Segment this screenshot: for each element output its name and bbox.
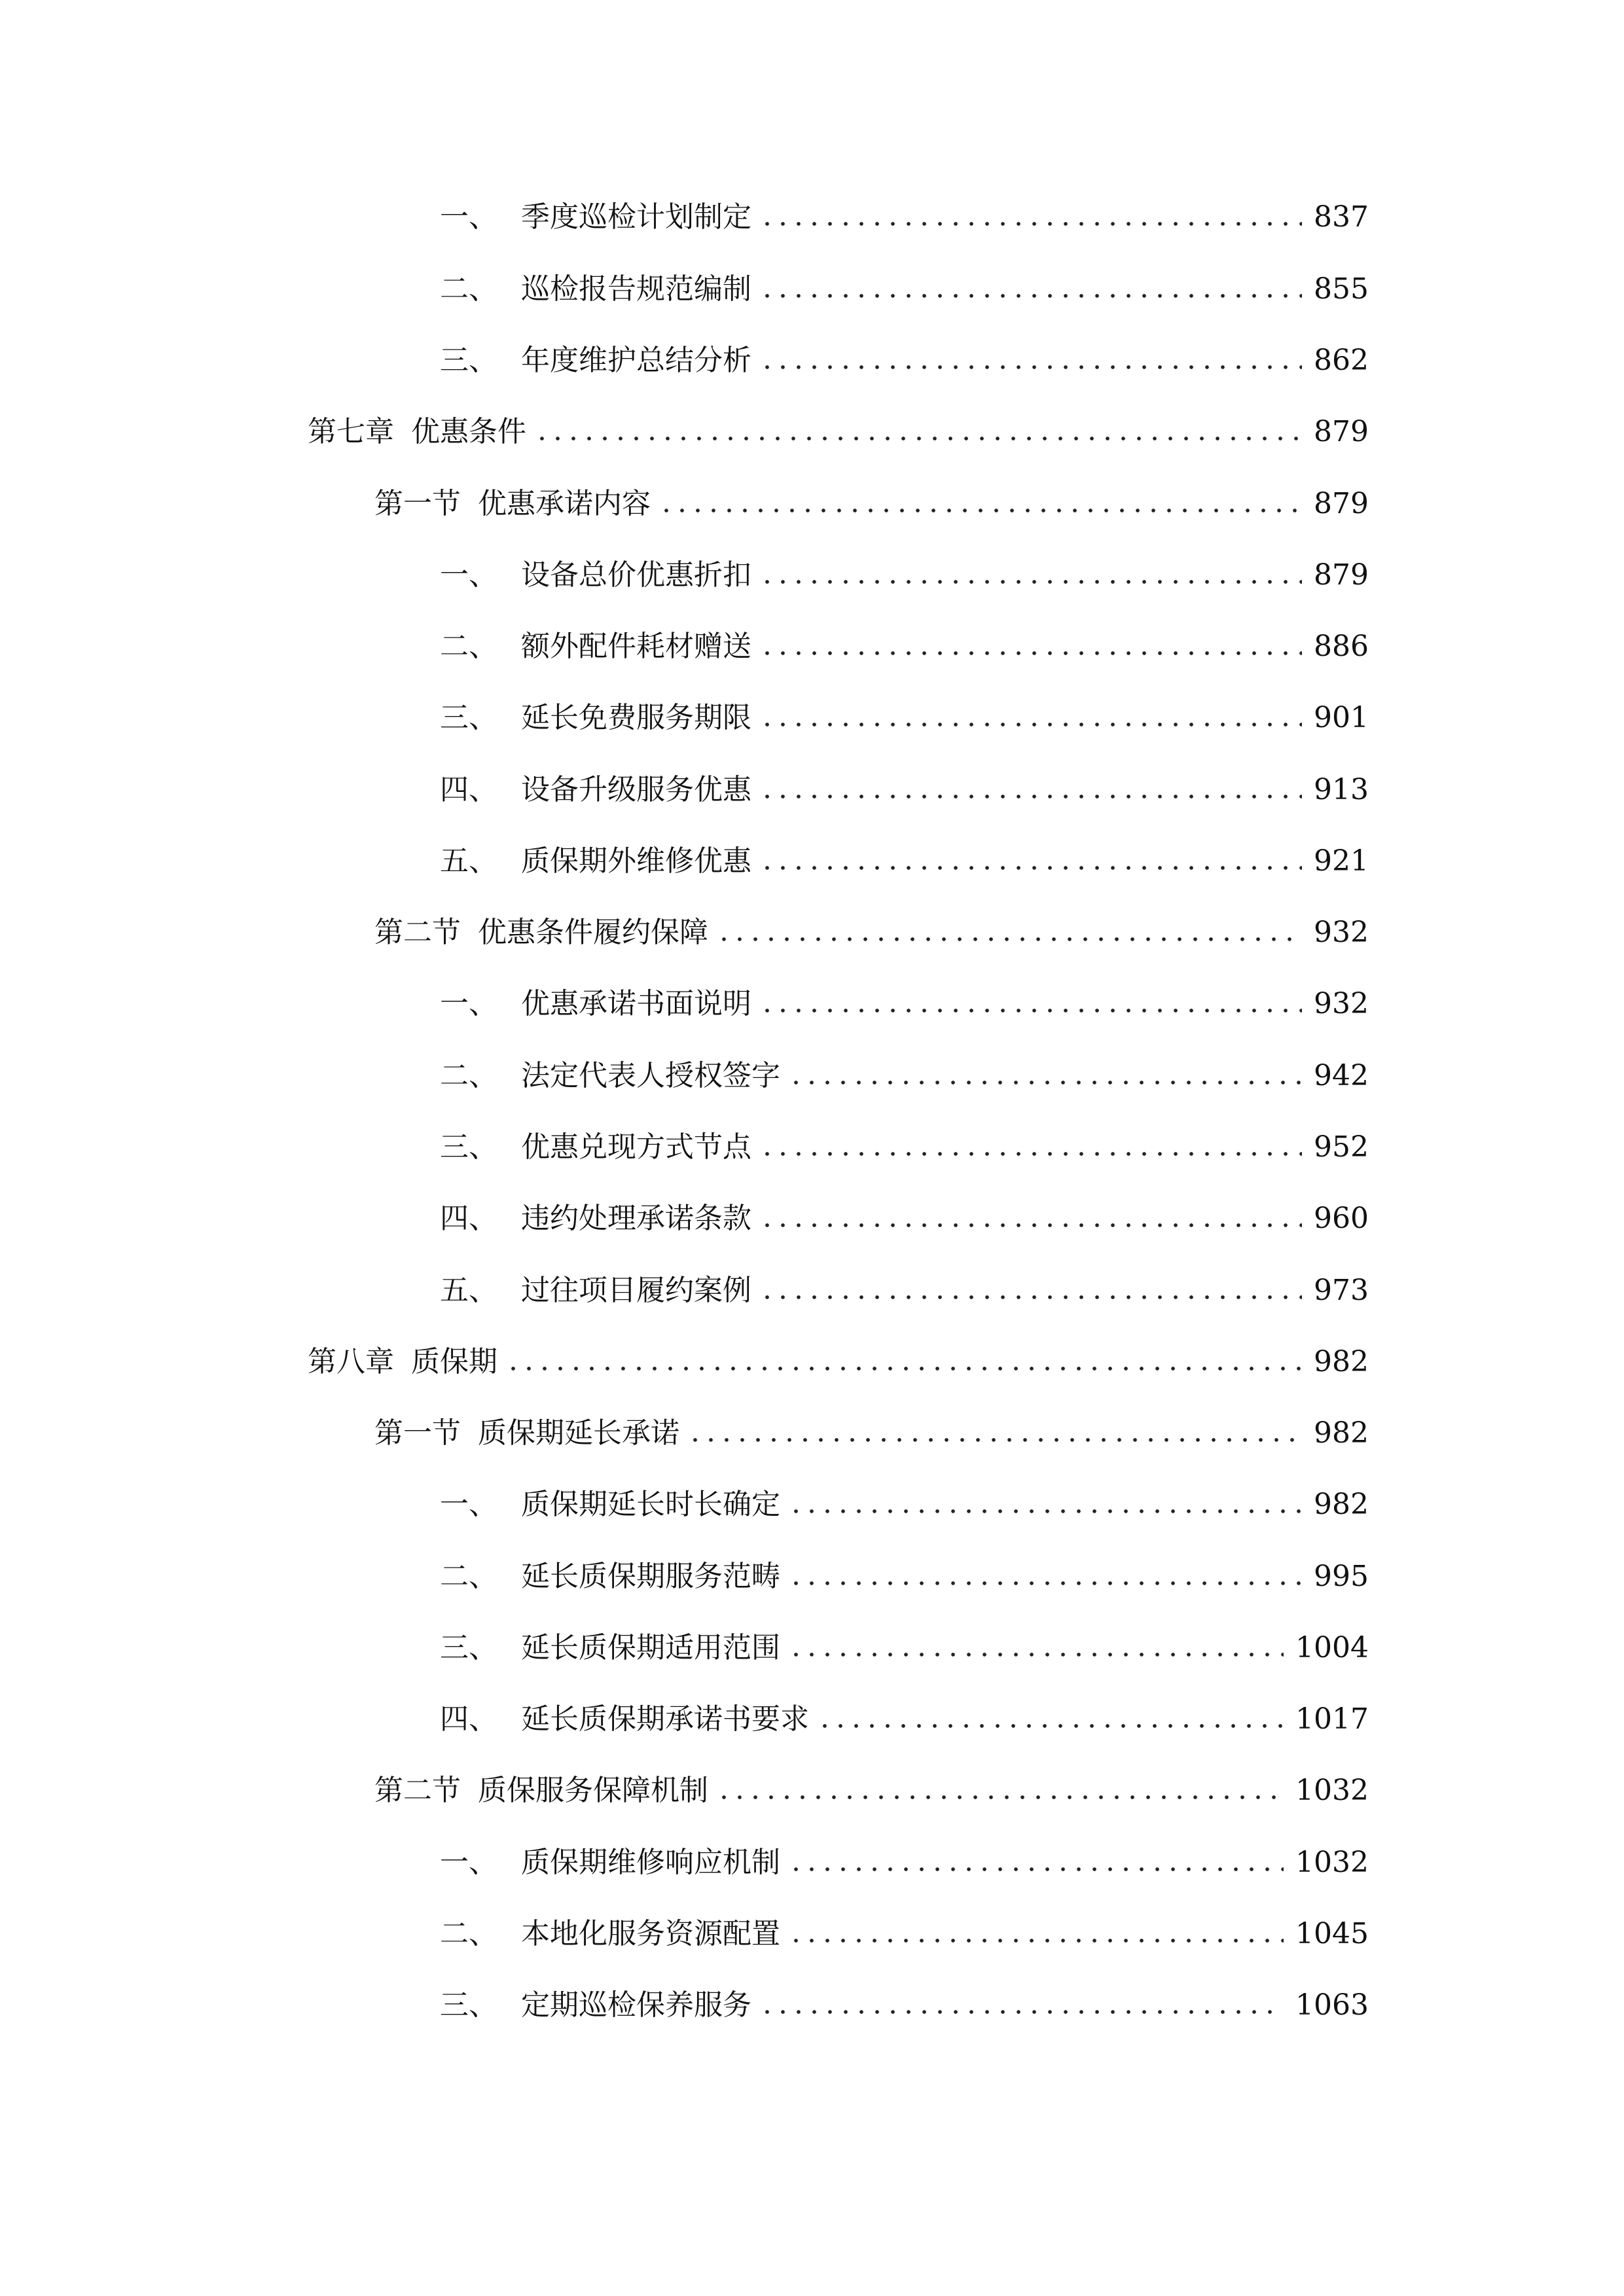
toc-entry-title: 过往项目履约案例	[521, 1274, 751, 1307]
toc-entry-number: 一、	[440, 558, 497, 592]
toc-entry-page-number: 921	[1314, 844, 1369, 878]
toc-entry-title: 优惠兑现方式节点	[521, 1130, 751, 1164]
dot-leader	[759, 579, 1302, 584]
toc-entry-page-number: 1017	[1295, 1702, 1369, 1736]
toc-entry-title: 优惠条件	[411, 415, 526, 448]
toc-entry-number: 第二节	[374, 916, 461, 949]
toc-entry-number: 一、	[440, 1846, 497, 1879]
dot-leader	[817, 1723, 1284, 1729]
toc-entry-page-number: 879	[1314, 487, 1369, 520]
toc-entry-title: 优惠承诺内容	[478, 487, 651, 520]
toc-entry-page-number: 886	[1314, 630, 1369, 663]
toc-entry[interactable]	[440, 1479, 1369, 1531]
dot-leader	[759, 1223, 1302, 1228]
dot-leader	[759, 651, 1302, 656]
toc-entry-number: 四、	[440, 773, 497, 806]
toc-entry-title: 质保服务保障机制	[478, 1774, 708, 1807]
toc-section-entry[interactable]	[374, 478, 1369, 530]
toc-entry-title: 季度巡检计划制定	[521, 200, 751, 234]
toc-entry[interactable]	[440, 191, 1369, 243]
toc-entry[interactable]	[440, 764, 1369, 816]
dot-leader	[716, 1795, 1284, 1800]
dot-leader	[759, 2009, 1284, 2015]
toc-entry-title: 法定代表人授权签字	[521, 1059, 780, 1092]
toc-entry-number: 第八章	[308, 1345, 394, 1378]
toc-entry-number: 三、	[440, 1988, 497, 2022]
toc-entry[interactable]	[440, 549, 1369, 601]
dot-leader	[716, 937, 1302, 942]
toc-entry-number: 四、	[440, 1702, 497, 1736]
toc-entry-title: 质保期延长承诺	[478, 1416, 679, 1450]
dot-leader	[659, 508, 1302, 513]
toc-entry-number: 三、	[440, 1631, 497, 1664]
dot-leader	[788, 1867, 1284, 1872]
toc-entry[interactable]	[440, 1050, 1369, 1102]
toc-entry-title: 延长质保期服务范畴	[521, 1560, 780, 1593]
toc-entry-page-number: 913	[1314, 773, 1369, 806]
toc-entry-number: 五、	[440, 1274, 497, 1307]
toc-entry-title: 本地化服务资源配置	[521, 1917, 780, 1950]
toc-entry-title: 设备总价优惠折扣	[521, 558, 751, 592]
toc-entry[interactable]	[440, 1622, 1369, 1674]
toc-entry[interactable]	[440, 620, 1369, 673]
toc-entry-title: 违约处理承诺条款	[521, 1202, 751, 1235]
toc-entry[interactable]	[440, 1693, 1369, 1746]
dot-leader	[759, 1295, 1302, 1300]
toc-entry-title: 质保期	[411, 1345, 497, 1378]
toc-entry[interactable]	[440, 978, 1369, 1030]
toc-entry[interactable]	[440, 1908, 1369, 1960]
toc-entry-title: 定期巡检保养服务	[521, 1988, 751, 2022]
toc-entry-page-number: 837	[1314, 200, 1369, 234]
toc-chapter-entry[interactable]	[308, 1336, 1369, 1388]
toc-entry-number: 二、	[440, 630, 497, 663]
toc-entry-title: 年度维护总结分析	[521, 344, 751, 377]
toc-entry-page-number: 960	[1314, 1202, 1369, 1235]
toc-entry-page-number: 932	[1314, 987, 1369, 1020]
toc-entry-page-number: 952	[1314, 1130, 1369, 1164]
toc-entry-number: 三、	[440, 344, 497, 377]
toc-entry-page-number: 862	[1314, 344, 1369, 377]
toc-entry-number: 三、	[440, 1130, 497, 1164]
toc-entry-number: 五、	[440, 844, 497, 878]
toc-entry-page-number: 1063	[1295, 1988, 1369, 2022]
dot-leader	[534, 436, 1302, 441]
toc-entry-title: 质保期维修响应机制	[521, 1846, 780, 1879]
toc-entry-page-number: 982	[1314, 1345, 1369, 1378]
toc-entry-title: 设备升级服务优惠	[521, 773, 751, 806]
toc-entry-page-number: 1045	[1295, 1917, 1369, 1950]
toc-entry-number: 二、	[440, 1917, 497, 1950]
toc-entry[interactable]	[440, 835, 1369, 888]
toc-entry-title: 额外配件耗材赠送	[521, 630, 751, 663]
toc-entry-number: 三、	[440, 701, 497, 734]
toc-chapter-entry[interactable]	[308, 406, 1369, 458]
dot-leader	[759, 1008, 1302, 1013]
toc-entry-page-number: 1032	[1295, 1846, 1369, 1879]
dot-leader	[788, 1080, 1302, 1085]
toc-entry[interactable]	[440, 1837, 1369, 1889]
toc-entry-page-number: 879	[1314, 415, 1369, 448]
toc-entry-page-number: 942	[1314, 1059, 1369, 1092]
toc-entry-number: 二、	[440, 1560, 497, 1593]
dot-leader	[505, 1366, 1302, 1371]
toc-section-entry[interactable]	[374, 1765, 1369, 1817]
toc-entry-number: 四、	[440, 1202, 497, 1235]
toc-entry-title: 优惠条件履约保障	[478, 916, 708, 949]
toc-entry-page-number: 1032	[1295, 1774, 1369, 1807]
toc-entry[interactable]	[440, 1551, 1369, 1603]
toc-entry-page-number: 982	[1314, 1416, 1369, 1450]
dot-leader	[759, 1151, 1302, 1157]
dot-leader	[788, 1652, 1284, 1657]
toc-entry[interactable]	[440, 692, 1369, 744]
toc-entry-title: 优惠承诺书面说明	[521, 987, 751, 1020]
dot-leader	[788, 1581, 1302, 1586]
toc-entry-title: 质保期延长时长确定	[521, 1488, 780, 1521]
toc-entry[interactable]	[440, 263, 1369, 315]
toc-entry-title: 质保期外维修优惠	[521, 844, 751, 878]
dot-leader	[759, 293, 1302, 298]
dot-leader	[759, 865, 1302, 870]
toc-section-entry[interactable]	[374, 906, 1369, 959]
toc-entry-page-number: 901	[1314, 701, 1369, 734]
dot-leader	[788, 1509, 1302, 1514]
dot-leader	[788, 1938, 1284, 1943]
toc-entry-page-number: 982	[1314, 1488, 1369, 1521]
toc-entry[interactable]	[440, 1979, 1369, 2032]
toc-entry-number: 第七章	[308, 415, 394, 448]
dot-leader	[687, 1437, 1302, 1443]
toc-entry-title: 延长质保期适用范围	[521, 1631, 780, 1664]
toc-entry[interactable]	[440, 1121, 1369, 1174]
toc-entry[interactable]	[440, 1193, 1369, 1245]
toc-entry-title: 延长免费服务期限	[521, 701, 751, 734]
toc-entry-page-number: 855	[1314, 272, 1369, 306]
toc-entry-page-number: 879	[1314, 558, 1369, 592]
toc-entry[interactable]	[440, 1265, 1369, 1317]
dot-leader	[759, 221, 1302, 226]
toc-entry-number: 二、	[440, 272, 497, 306]
toc-entry-title: 延长质保期承诺书要求	[521, 1702, 809, 1736]
dot-leader	[759, 722, 1302, 727]
toc-entry-page-number: 932	[1314, 916, 1369, 949]
dot-leader	[759, 365, 1302, 370]
toc-entry[interactable]	[440, 334, 1369, 387]
toc-entry-page-number: 973	[1314, 1274, 1369, 1307]
toc-entry-number: 第二节	[374, 1774, 461, 1807]
toc-entry-number: 一、	[440, 1488, 497, 1521]
toc-entry-number: 二、	[440, 1059, 497, 1092]
toc-entry-number: 一、	[440, 987, 497, 1020]
dot-leader	[759, 794, 1302, 799]
toc-entry-page-number: 1004	[1295, 1631, 1369, 1664]
toc-section-entry[interactable]	[374, 1407, 1369, 1460]
toc-entry-number: 第一节	[374, 1416, 461, 1450]
toc-entry-title: 巡检报告规范编制	[521, 272, 751, 306]
toc-entry-number: 第一节	[374, 487, 461, 520]
toc-entry-page-number: 995	[1314, 1560, 1369, 1593]
toc-entry-number: 一、	[440, 200, 497, 234]
